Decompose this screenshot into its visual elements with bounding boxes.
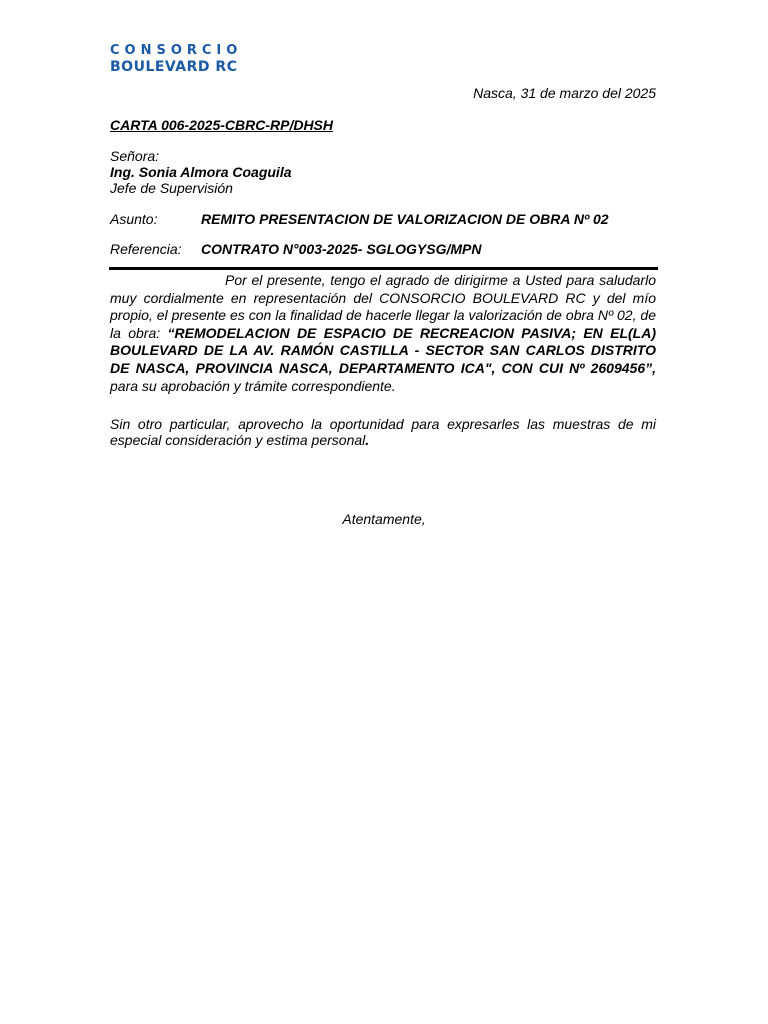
recipient-position: Jefe de Supervisión xyxy=(110,180,233,196)
company-logo xyxy=(110,42,242,76)
recipient-salutation: Señora: xyxy=(110,148,160,164)
body-paragraph xyxy=(110,272,656,395)
subject-value: REMITO PRESENTACION DE VALORIZACION DE OBRA Nº 02 xyxy=(201,211,609,227)
divider-line xyxy=(109,267,658,270)
closing-period: . xyxy=(365,432,370,448)
reference-label: Referencia: xyxy=(110,241,182,257)
recipient-name: Ing. Sonia Almora Coaguila xyxy=(110,164,292,180)
project-name: “REMODELACION DE ESPACIO DE RECREACION PASIVA; EN EL(LA) BOULEVARD DE LA AV. RAMÓN CASTILLA - SECTOR SAN CARLOS DISTRITO DE NASCA, PROVINCIA NASCA, DEPARTAMENTO ICA", CON CUI Nº 2609456”, xyxy=(110,324,657,376)
logo-line-1: CONSORCIO xyxy=(110,43,243,58)
farewell: Atentamente, xyxy=(342,511,426,527)
body-intro: Por el presente, tengo el agrado de dirigirme a Usted para saludarlo muy cordialmente en representación del CONSORCIO BOULEVARD RC y del mío propio, el presente es con la finalidad de hacerle llegar la valorización de obra Nº 02, de la obra: xyxy=(110,272,656,341)
letter-code: CARTA 006-2025-CBRC-RP/DHSH xyxy=(110,117,334,133)
reference-value: CONTRATO N°003-2025- SGLOGYSG/MPN xyxy=(201,241,482,257)
body-tail: para su aprobación y trámite correspondiente. xyxy=(110,377,396,394)
letter-date: Nasca, 31 de marzo del 2025 xyxy=(473,85,656,101)
subject-label: Asunto: xyxy=(110,211,158,227)
recipient-block xyxy=(110,148,292,196)
logo-line-2: BOULEVARD RC xyxy=(110,59,238,75)
closing-paragraph xyxy=(110,416,656,448)
closing-text: Sin otro particular, aprovecho la oportunidad para expresarles las muestras de mi especial consideración y estima personal xyxy=(110,416,656,448)
